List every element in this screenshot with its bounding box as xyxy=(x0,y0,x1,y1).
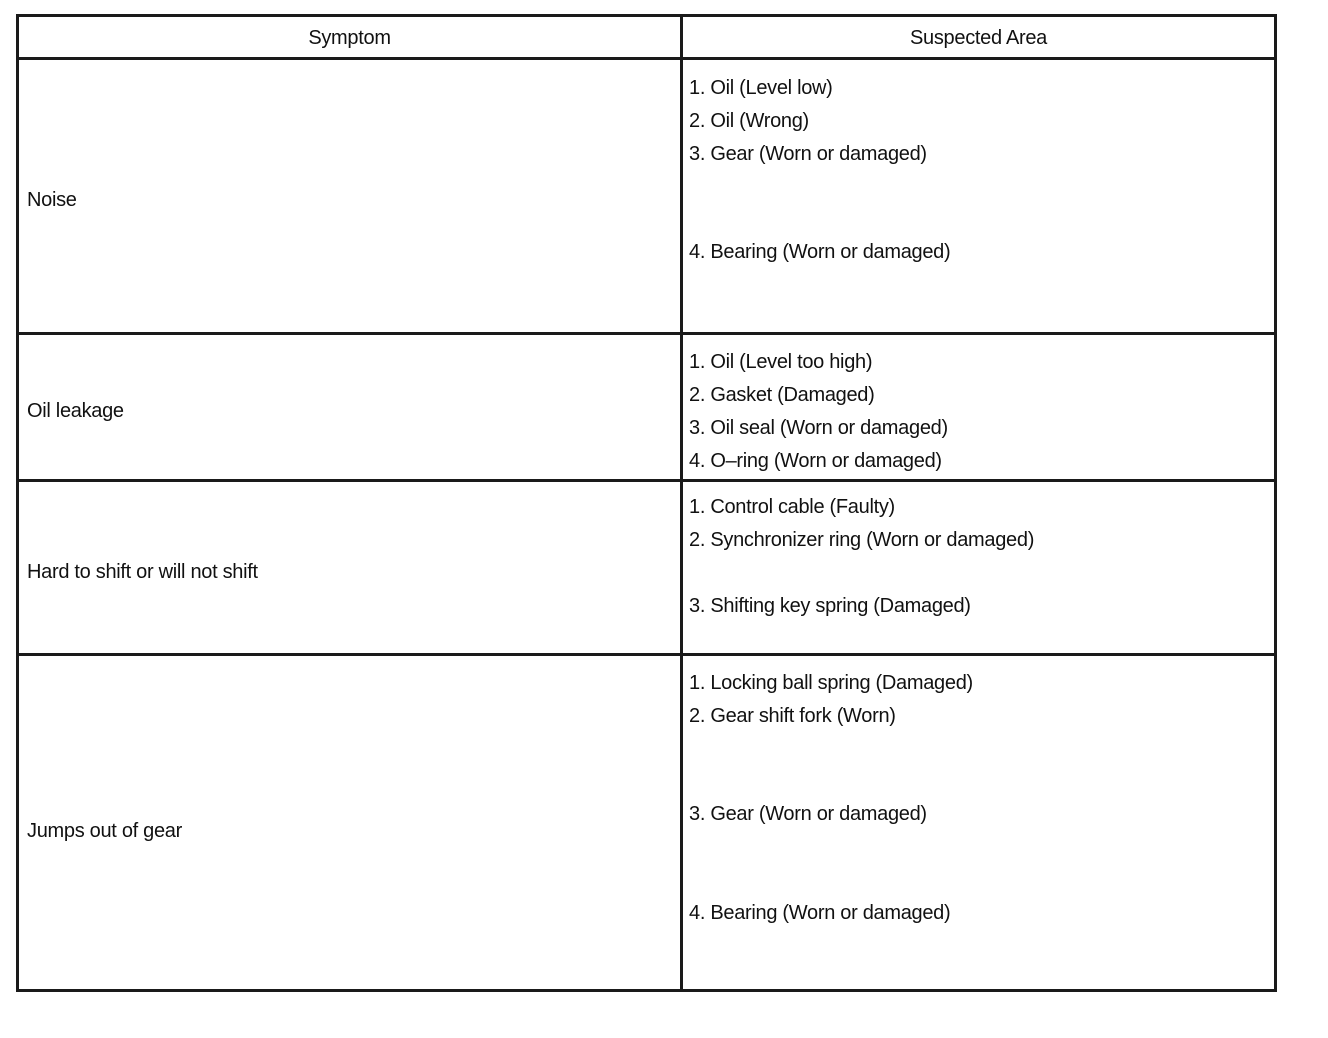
suspected-area-item: 3. Oil seal (Worn or damaged) xyxy=(689,417,948,439)
symptom-cell: Jumps out of gear xyxy=(27,820,182,842)
suspected-area-item: 3. Shifting key spring (Damaged) xyxy=(689,595,971,617)
column-divider xyxy=(680,17,683,989)
suspected-area-item: 1. Oil (Level too high) xyxy=(689,351,873,373)
row-divider xyxy=(19,332,1274,335)
suspected-area-item: 1. Locking ball spring (Damaged) xyxy=(689,672,973,694)
header-divider xyxy=(19,57,1274,60)
symptom-cell: Hard to shift or will not shift xyxy=(27,561,258,583)
suspected-area-item: 4. Bearing (Worn or damaged) xyxy=(689,241,951,263)
suspected-area-item: 2. Gear shift fork (Worn) xyxy=(689,705,896,727)
row-divider xyxy=(19,653,1274,656)
troubleshooting-table xyxy=(16,14,1277,992)
suspected-area-item: 4. O–ring (Worn or damaged) xyxy=(689,450,942,472)
symptom-cell: Oil leakage xyxy=(27,400,124,422)
row-divider xyxy=(19,479,1274,482)
suspected-area-item: 1. Control cable (Faulty) xyxy=(689,496,895,518)
header-symptom: Symptom xyxy=(308,27,391,49)
suspected-area-item: 4. Bearing (Worn or damaged) xyxy=(689,902,951,924)
suspected-area-item: 2. Oil (Wrong) xyxy=(689,110,809,132)
suspected-area-item: 3. Gear (Worn or damaged) xyxy=(689,143,927,165)
header-suspected-area: Suspected Area xyxy=(909,27,1047,49)
suspected-area-item: 1. Oil (Level low) xyxy=(689,77,833,99)
suspected-area-item: 2. Gasket (Damaged) xyxy=(689,384,875,406)
symptom-cell: Noise xyxy=(27,189,77,211)
suspected-area-item: 2. Synchronizer ring (Worn or damaged) xyxy=(689,529,1035,551)
suspected-area-item: 3. Gear (Worn or damaged) xyxy=(689,803,927,825)
